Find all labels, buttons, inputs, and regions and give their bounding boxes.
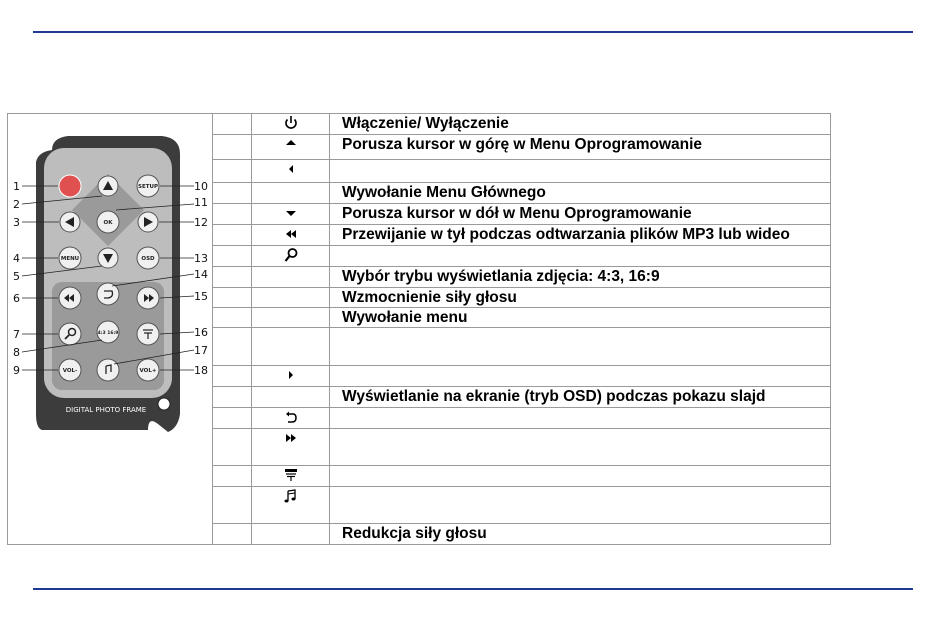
- vol-minus-label: VOL-: [62, 368, 78, 374]
- fast-forward-icon: [281, 429, 301, 445]
- row-4-desc: Wywołanie Menu Głównego: [330, 183, 831, 204]
- callout-7: 7: [13, 328, 20, 341]
- callout-6: 6: [13, 292, 20, 305]
- callout-2: 2: [13, 198, 20, 211]
- ratio-label: 4:3 16:9: [97, 331, 119, 336]
- left-arrow-icon: [281, 160, 301, 176]
- remote-control-illustration: [8, 114, 212, 546]
- row-2-desc: Porusza kursor w górę w Menu Oprogramowanie: [330, 135, 831, 160]
- up-arrow-icon: [281, 135, 301, 151]
- callout-9: 9: [13, 364, 20, 377]
- row-12-desc: [330, 365, 831, 386]
- header-rule: [33, 31, 913, 33]
- row-8-desc: Wybór trybu wyświetlania zdjęcia: 4:3, 16:9: [330, 267, 831, 288]
- row-13-desc: Wyświetlanie na ekranie (tryb OSD) podczas pokazu slajd: [330, 386, 831, 407]
- row-7-desc: [330, 246, 831, 267]
- callout-8: 8: [13, 346, 20, 359]
- callout-12: 12: [194, 216, 208, 229]
- music-icon: [281, 487, 301, 503]
- return-icon: [281, 408, 301, 424]
- remote-brand-label: DIGITAL PHOTO FRAME: [65, 406, 147, 414]
- right-arrow-icon: [281, 366, 301, 382]
- menu-label: MENU: [60, 256, 80, 262]
- callout-5: 5: [13, 270, 20, 283]
- row-1-desc: Włączenie/ Wyłączenie: [330, 114, 831, 135]
- callout-18: 18: [194, 364, 208, 377]
- power-button[interactable]: [59, 175, 81, 197]
- row-17-desc: [330, 486, 831, 523]
- callout-11: 11: [194, 196, 208, 209]
- slideshow-icon: [281, 466, 301, 482]
- ok-label: OK: [103, 220, 113, 226]
- row-18-desc: Redukcja siły głosu: [330, 523, 831, 544]
- zoom-icon: [281, 246, 301, 262]
- remote-image-cell: [8, 114, 213, 545]
- row-14-desc: [330, 407, 831, 428]
- footer-rule: [33, 588, 913, 590]
- callout-13: 13: [194, 252, 208, 265]
- callout-10: 10: [194, 180, 208, 193]
- power-icon: [281, 114, 301, 130]
- callout-16: 16: [194, 326, 208, 339]
- row-9-desc: Wzmocnienie siły głosu: [330, 288, 831, 308]
- return-button[interactable]: [97, 283, 119, 305]
- music-button[interactable]: [97, 359, 119, 381]
- row-16-desc: [330, 465, 831, 486]
- vol-plus-label: VOL+: [139, 368, 157, 374]
- row-15-desc: [330, 428, 831, 465]
- osd-label: OSD: [141, 256, 155, 262]
- remote-function-table: [7, 113, 831, 545]
- setup-label: SETUP: [138, 184, 158, 190]
- row-11-desc: [330, 328, 831, 365]
- row-10-desc: Wywołanie menu: [330, 308, 831, 328]
- callout-1: 1: [13, 180, 20, 193]
- down-arrow-icon: [281, 204, 301, 220]
- rewind-icon: [281, 225, 301, 241]
- callout-3: 3: [13, 216, 20, 229]
- callout-4: 4: [13, 252, 20, 265]
- row-6-desc: Przewijanie w tył podczas odtwarzania plików MP3 lub wideo: [330, 225, 831, 246]
- callout-14: 14: [194, 268, 208, 281]
- row-3-desc: [330, 160, 831, 183]
- callout-17: 17: [194, 344, 208, 357]
- row-5-desc: Porusza kursor w dół w Menu Oprogramowanie: [330, 204, 831, 225]
- callout-15: 15: [194, 290, 208, 303]
